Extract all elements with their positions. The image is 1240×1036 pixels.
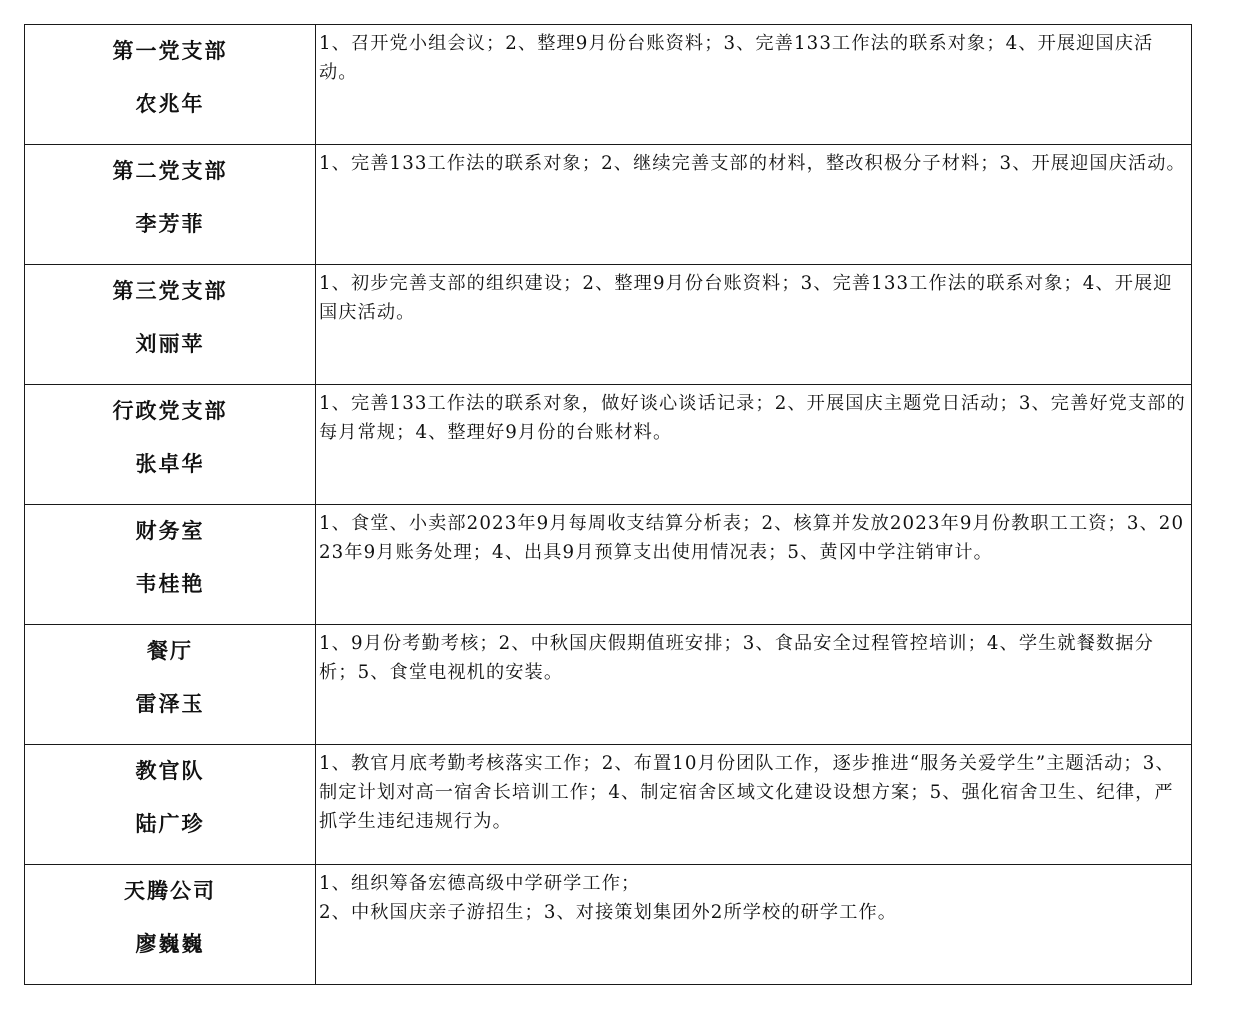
task-cell	[316, 265, 1192, 385]
responsible-person: 农兆年	[135, 92, 205, 116]
department-name: 教官队	[135, 759, 205, 783]
task-cell	[316, 625, 1192, 745]
work-plan-table	[24, 24, 1192, 985]
task-list: 1、召开党小组会议；2、整理9月份台账资料；3、完善133工作法的联系对象；4、开展迎国庆活动。	[319, 33, 1154, 83]
table-row	[25, 625, 1192, 745]
department-name: 第一党支部	[112, 39, 228, 63]
task-cell	[316, 745, 1192, 865]
responsible-person: 刘丽苹	[135, 332, 205, 356]
task-cell	[316, 145, 1192, 265]
task-cell	[316, 865, 1192, 985]
table-row	[25, 145, 1192, 265]
department-name: 行政党支部	[112, 399, 228, 423]
responsible-person: 雷泽玉	[135, 692, 205, 716]
task-list: 1、完善133工作法的联系对象；2、继续完善支部的材料，整改积极分子材料；3、开展迎国庆活动。	[319, 153, 1186, 174]
table-row	[25, 25, 1192, 145]
task-list: 1、组织筹备宏德高级中学研学工作； 2、中秋国庆亲子游招生；3、对接策划集团外2所学校的研学工作。	[319, 873, 898, 923]
department-name: 财务室	[135, 519, 205, 543]
department-cell	[25, 145, 316, 265]
responsible-person: 韦桂艳	[135, 572, 205, 596]
department-name: 天腾公司	[124, 879, 216, 903]
responsible-person: 廖巍巍	[135, 932, 205, 956]
responsible-person: 李芳菲	[135, 212, 205, 236]
department-cell	[25, 265, 316, 385]
department-cell	[25, 745, 316, 865]
task-cell	[316, 25, 1192, 145]
table-row	[25, 385, 1192, 505]
task-cell	[316, 385, 1192, 505]
task-cell	[316, 505, 1192, 625]
department-name: 第三党支部	[112, 279, 228, 303]
table-row	[25, 505, 1192, 625]
table-row	[25, 265, 1192, 385]
task-list: 1、9月份考勤考核；2、中秋国庆假期值班安排；3、食品安全过程管控培训；4、学生就餐数据分析；5、食堂电视机的安装。	[319, 633, 1154, 683]
table-row	[25, 745, 1192, 865]
department-cell	[25, 25, 316, 145]
task-list: 1、完善133工作法的联系对象，做好谈心谈话记录；2、开展国庆主题党日活动；3、完善好党支部的每月常规；4、整理好9月份的台账材料。	[319, 393, 1186, 443]
task-list: 1、食堂、小卖部2023年9月每周收支结算分析表；2、核算并发放2023年9月份教职工工资；3、2023年9月账务处理；4、出具9月预算支出使用情况表；5、黄冈中学注销审计。	[319, 513, 1185, 563]
department-name: 第二党支部	[112, 159, 228, 183]
department-cell	[25, 505, 316, 625]
responsible-person: 张卓华	[135, 452, 205, 476]
department-cell	[25, 385, 316, 505]
department-name: 餐厅	[147, 639, 193, 663]
department-cell	[25, 865, 316, 985]
department-cell	[25, 625, 316, 745]
task-list: 1、初步完善支部的组织建设；2、整理9月份台账资料；3、完善133工作法的联系对象；4、开展迎国庆活动。	[319, 273, 1173, 323]
table-row	[25, 865, 1192, 985]
task-list: 1、教官月底考勤考核落实工作；2、布置10月份团队工作，逐步推进“服务关爱学生”主题活动；3、制定计划对高一宿舍长培训工作；4、制定宿舍区域文化建设设想方案；5、强化宿舍卫生、纪律，严抓学生违纪违规行为。	[319, 753, 1175, 832]
responsible-person: 陆广珍	[135, 812, 205, 836]
